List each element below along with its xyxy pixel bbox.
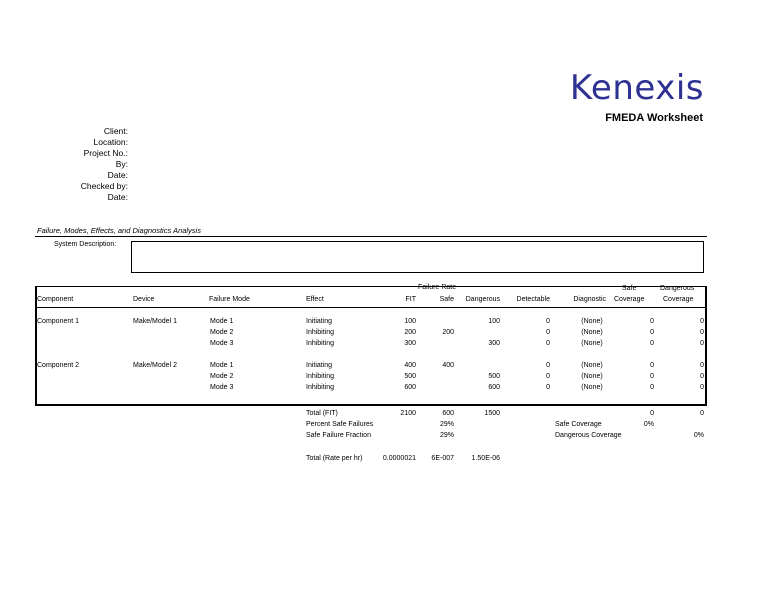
header-failure-mode: Failure Mode: [209, 296, 250, 303]
rate-safe-value: 6E-007: [431, 455, 454, 462]
cell-mode: Mode 1: [210, 362, 234, 369]
cell-detectable: 0: [546, 362, 550, 369]
dangerous-coverage-value: 0%: [693, 432, 704, 439]
total-dangerous-coverage: 0: [700, 410, 704, 417]
cell-diagnostic: (None): [581, 340, 603, 347]
cell-device: Make/Model 1: [133, 318, 177, 325]
cell-dangerous-coverage: 0: [700, 373, 704, 380]
cell-safe-coverage: 0: [650, 318, 654, 325]
cell-dangerous: 600: [488, 384, 500, 391]
cell-effect: Inhibiting: [306, 384, 335, 391]
cell-fit: 300: [404, 340, 416, 347]
cell-fit: 600: [404, 384, 416, 391]
cell-component: Component 1: [37, 318, 80, 325]
cell-dangerous: 100: [488, 318, 500, 325]
cell-effect: Inhibiting: [306, 373, 335, 380]
cell-dangerous: 300: [488, 340, 500, 347]
worksheet-title: FMEDA Worksheet: [605, 112, 703, 124]
header-dangerous-coverage-top: Dangerous: [660, 285, 695, 292]
cell-dangerous-coverage: 0: [700, 329, 704, 336]
total-fit-value: 2100: [400, 410, 416, 417]
total-fit-label: Total (FIT): [306, 410, 338, 417]
total-rate-label: Total (Rate per hr): [306, 455, 363, 462]
cell-detectable: 0: [546, 329, 550, 336]
cell-effect: Inhibiting: [306, 329, 335, 336]
header-dangerous-coverage-bottom: Coverage: [663, 296, 694, 303]
system-description-field[interactable]: [131, 241, 704, 273]
checked-by-label: Checked by:: [80, 181, 128, 191]
sff-label: Safe Failure Fraction: [306, 432, 371, 439]
header-safe-coverage-top: Safe: [622, 285, 637, 292]
cell-detectable: 0: [546, 318, 550, 325]
total-safe-coverage: 0: [650, 410, 654, 417]
system-description-label: System Description:: [54, 241, 117, 248]
client-label: Client:: [103, 126, 128, 136]
cell-diagnostic: (None): [581, 329, 603, 336]
cell-mode: Mode 3: [210, 384, 234, 391]
cell-fit: 400: [404, 362, 416, 369]
cell-effect: Initiating: [306, 318, 333, 325]
table-header-divider: [35, 307, 707, 308]
cell-fit: 100: [404, 318, 416, 325]
cell-effect: Initiating: [306, 362, 333, 369]
cell-dangerous-coverage: 0: [700, 318, 704, 325]
cell-diagnostic: (None): [581, 318, 603, 325]
cell-fit: 200: [404, 329, 416, 336]
rate-dangerous-value: 1.50E-06: [471, 455, 500, 462]
header-dangerous: Dangerous: [465, 296, 500, 303]
rate-fit-value: 0.0000021: [382, 455, 416, 462]
header-component: Component: [37, 296, 74, 303]
cell-mode: Mode 3: [210, 340, 234, 347]
header-failure-rate: Failure Rate: [418, 284, 457, 291]
header-effect: Effect: [306, 296, 324, 303]
cell-detectable: 0: [546, 373, 550, 380]
cell-mode: Mode 2: [210, 329, 234, 336]
percent-safe-label: Percent Safe Failures: [306, 421, 374, 428]
cell-effect: Inhibiting: [306, 340, 335, 347]
total-safe-value: 600: [442, 410, 454, 417]
checked-date-label: Date:: [107, 192, 128, 202]
cell-safe-coverage: 0: [650, 373, 654, 380]
dangerous-coverage-label: Dangerous Coverage: [555, 432, 622, 439]
cell-diagnostic: (None): [581, 362, 603, 369]
date-label: Date:: [107, 170, 128, 180]
company-logo: Kenexis: [569, 68, 704, 108]
header-safe-coverage-bottom: Coverage: [614, 296, 645, 303]
cell-safe: 400: [442, 362, 454, 369]
safe-coverage-value: 0%: [643, 421, 654, 428]
cell-dangerous-coverage: 0: [700, 362, 704, 369]
cell-dangerous-coverage: 0: [700, 340, 704, 347]
cell-diagnostic: (None): [581, 384, 603, 391]
cell-mode: Mode 1: [210, 318, 234, 325]
total-dangerous-value: 1500: [484, 410, 500, 417]
cell-safe-coverage: 0: [650, 329, 654, 336]
cell-safe-coverage: 0: [650, 340, 654, 347]
cell-diagnostic: (None): [581, 373, 603, 380]
location-label: Location:: [93, 137, 128, 147]
cell-mode: Mode 2: [210, 373, 234, 380]
cell-detectable: 0: [546, 340, 550, 347]
cell-fit: 500: [404, 373, 416, 380]
section-title: Failure, Modes, Effects, and Diagnostics Analysis: [37, 226, 201, 235]
safe-coverage-label: Safe Coverage: [555, 421, 602, 428]
cell-component: Component 2: [37, 362, 80, 369]
project-no-label: Project No.:: [83, 148, 128, 158]
cell-dangerous-coverage: 0: [700, 384, 704, 391]
header-detectable: Detectable: [516, 296, 550, 303]
header-device: Device: [133, 296, 155, 303]
cell-safe-coverage: 0: [650, 384, 654, 391]
header-safe: Safe: [439, 296, 454, 303]
cell-device: Make/Model 2: [133, 362, 177, 369]
header-diagnostic: Diagnostic: [573, 296, 606, 303]
section-divider: [35, 236, 707, 237]
by-label: By:: [115, 159, 128, 169]
cell-dangerous: 500: [488, 373, 500, 380]
cell-detectable: 0: [546, 384, 550, 391]
cell-safe-coverage: 0: [650, 362, 654, 369]
cell-safe: 200: [442, 329, 454, 336]
header-fit: FIT: [405, 296, 416, 303]
sff-value: 29%: [439, 432, 454, 439]
percent-safe-value: 29%: [439, 421, 454, 428]
